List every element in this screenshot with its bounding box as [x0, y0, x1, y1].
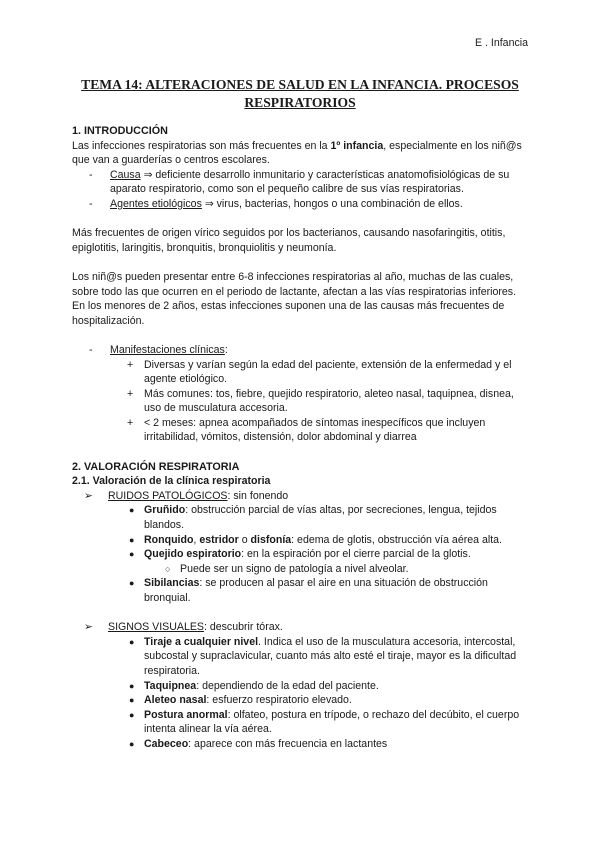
ruido-item-grunido: ● Gruñido: obstrucción parcial de vías altas, por secreciones, lengua, tejidos blandos. [129, 504, 497, 532]
causa-text: ⇒ deficiente desarrollo inmunitario y características anatomofisiológicas de su aparato respiratorio, como son el pequeño calibre de sus vías respiratorias. [110, 168, 510, 196]
intro-paragraph: Las infecciones respiratorias son más frecuentes en la 1º infancia, especialmente en los niñ@s que van a guarderías o centros escolares. [72, 139, 522, 167]
origin-paragraph: Más frecuentes de origen vírico seguidos por los bacterianos, causando nasofaringitis, otitis, epiglotitis, laringitis, bronquitis, bronquiolitis y neumonía. [72, 227, 506, 254]
frequency-paragraph: Los niñ@s pueden presentar entre 6-8 infecciones respiratorias al año, muchas de las cuales, sobre todo las que ocurren en el periodo de lactante, afectan a las vías respiratorias inferiores. En los menores de 2 años, estas infecciones suponen una de las causas más frecuentes de hospitalización. [72, 270, 517, 327]
list-item-causa [72, 168, 530, 197]
circle-marker: ○ [165, 563, 171, 574]
bullet-marker: ● [129, 549, 135, 560]
signo-item-tiraje: ● Tiraje a cualquier nivel. Indica el uso de la musculatura accesoria, intercostal, subcostal y supraclavicular, cuanto más alto esté el tiraje, mayor es la dificultad respiratoria. [129, 635, 517, 677]
ruido-subitem-quejido: ○ Puede ser un signo de patología a nivel alveolar. [165, 562, 409, 575]
list-item-agentes [72, 197, 530, 212]
title-line-2: RESPIRATORIOS [244, 95, 356, 110]
manifestacion-item: + < 2 meses: apnea acompañados de síntomas inespecíficos que incluyen irritabilidad, vómitos, distensión, dolor abdominal y diarrea [127, 416, 486, 444]
manifestacion-item: + Diversas y varían según la edad del paciente, extensión de la enfermedad y el agente etiológico. [127, 358, 512, 386]
bullet-marker: ● [129, 636, 135, 647]
page-title [72, 76, 528, 112]
dash-marker: - [89, 168, 93, 181]
bullet-marker: ● [129, 695, 135, 706]
plus-marker: + [127, 358, 134, 371]
bullet-marker: ● [129, 680, 135, 691]
title-line-1: TEMA 14: ALTERACIONES DE SALUD EN LA INFANCIA. PROCESOS [81, 77, 519, 92]
dash-marker: - [89, 343, 93, 356]
ruido-item-sibilancias: ● Sibilancias: se producen al pasar el aire en una situación de obstrucción bronquial. [129, 577, 488, 604]
dash-marker: - [89, 197, 93, 210]
header-course-label: E . Infancia [475, 37, 528, 49]
plus-marker: + [127, 416, 134, 429]
signo-item-cabeceo: ● Cabeceo: aparece con más frecuencia en lactantes [129, 737, 388, 750]
bullet-marker: ● [129, 738, 135, 749]
bullet-marker: ● [129, 709, 135, 720]
ruido-item-ronquido: ● Ronquido, estridor o disfonía: edema de glotis, obstrucción vía aérea alta. [129, 533, 502, 546]
arrow-marker: ➢ [84, 621, 93, 634]
section-1-heading: 1. INTRODUCCIÓN [72, 125, 168, 137]
manifestaciones-label: Manifestaciones clínicas [110, 343, 225, 356]
list-item-ruidos: ➢ RUIDOS PATOLÓGICOS: sin fonendo [84, 489, 289, 502]
agentes-text: ⇒ virus, bacterias, hongos o una combinación de ellos. [201, 197, 463, 210]
agentes-label: Agentes etiológicos [110, 197, 202, 210]
document-body [72, 124, 530, 752]
signos-label: SIGNOS VISUALES [108, 621, 204, 634]
ruidos-label: RUIDOS PATOLÓGICOS [108, 489, 228, 502]
plus-marker: + [127, 387, 134, 400]
section-2-1-heading: 2.1. Valoración de la clínica respiratoria [72, 475, 271, 488]
list-item-manifestaciones: - Manifestaciones clínicas: [89, 343, 228, 356]
bullet-marker: ● [129, 534, 135, 545]
signo-item-aleteo: ● Aleteo nasal: esfuerzo respiratorio elevado. [129, 694, 352, 707]
bullet-marker: ● [129, 578, 135, 589]
section-2-heading: 2. VALORACIÓN RESPIRATORIA [72, 460, 240, 473]
signo-item-postura: ● Postura anormal: olfateo, postura en trípode, o rechazo del decúbito, el cuerpo intenta alinear la vía aérea. [129, 708, 520, 736]
causa-label: Causa [110, 168, 141, 181]
manifestacion-item: + Más comunes: tos, fiebre, quejido respiratorio, aleteo nasal, taquipnea, disnea, uso de musculatura accesoria. [127, 387, 514, 415]
list-item-signos: ➢ SIGNOS VISUALES: descubrir tórax. [84, 621, 283, 634]
ruido-item-quejido: ● Quejido espiratorio: en la espiración por el cierre parcial de la glotis. [129, 548, 471, 561]
arrow-marker: ➢ [84, 489, 93, 502]
signo-item-taquipnea: ● Taquipnea: dependiendo de la edad del paciente. [129, 679, 379, 692]
bullet-marker: ● [129, 505, 135, 516]
